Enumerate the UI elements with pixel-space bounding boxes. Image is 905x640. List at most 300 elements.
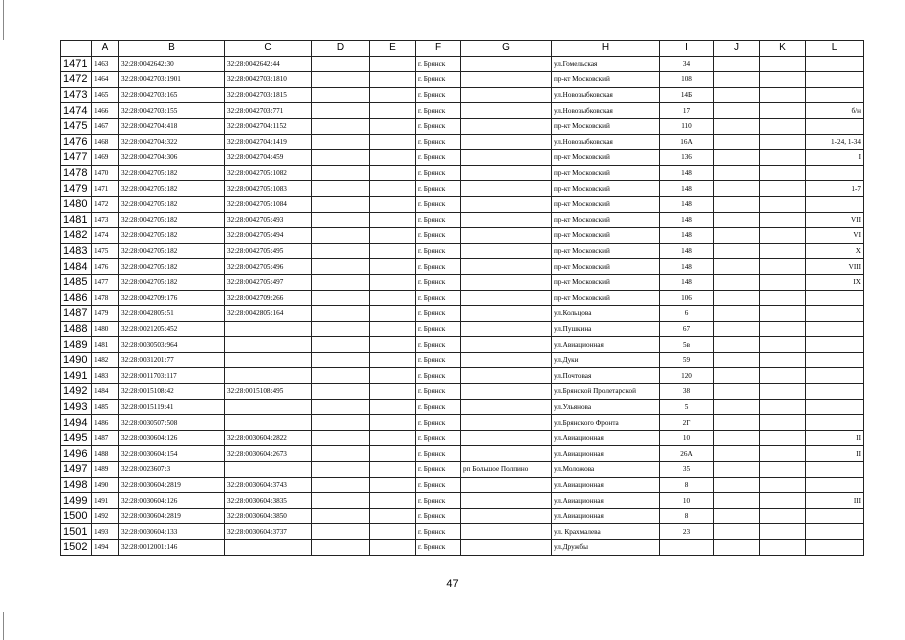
cell-b[interactable]: 32:28:0042704:322 [119, 134, 225, 150]
cell-b[interactable]: 32:28:0042703:1901 [119, 72, 225, 88]
cell-b[interactable]: 32:28:0030604:126 [119, 493, 225, 509]
cell-d[interactable] [312, 87, 370, 103]
cell-l[interactable] [806, 462, 864, 478]
cell-c[interactable]: 32:28:0015108:495 [225, 384, 312, 400]
cell-d[interactable] [312, 462, 370, 478]
cell-j[interactable] [714, 462, 760, 478]
cell-a[interactable]: 1465 [92, 87, 119, 103]
cell-h[interactable]: пр-кт Московский [552, 165, 660, 181]
cell-k[interactable] [760, 415, 806, 431]
cell-i[interactable]: 148 [660, 243, 714, 259]
cell-d[interactable] [312, 337, 370, 353]
cell-d[interactable] [312, 446, 370, 462]
cell-l[interactable] [806, 306, 864, 322]
cell-g[interactable] [461, 321, 552, 337]
cell-k[interactable] [760, 352, 806, 368]
cell-h[interactable]: пр-кт Московский [552, 72, 660, 88]
cell-b[interactable]: 32:28:0042705:182 [119, 212, 225, 228]
cell-i[interactable]: 16А [660, 134, 714, 150]
cell-a[interactable]: 1476 [92, 259, 119, 275]
cell-a[interactable]: 1464 [92, 72, 119, 88]
cell-d[interactable] [312, 243, 370, 259]
cell-f[interactable]: г. Брянск [416, 384, 461, 400]
row-number[interactable]: 1490 [61, 352, 92, 368]
cell-c[interactable]: 32:28:0030604:3850 [225, 508, 312, 524]
cell-g[interactable] [461, 274, 552, 290]
cell-i[interactable]: 38 [660, 384, 714, 400]
cell-b[interactable]: 32:28:0030604:133 [119, 524, 225, 540]
cell-c[interactable]: 32:28:0042703:1815 [225, 87, 312, 103]
cell-b[interactable]: 32:28:0042703:165 [119, 87, 225, 103]
cell-l[interactable] [806, 118, 864, 134]
column-header-a[interactable]: A [92, 41, 119, 57]
cell-g[interactable]: рп Большое Полпино [461, 462, 552, 478]
cell-j[interactable] [714, 321, 760, 337]
cell-i[interactable]: 106 [660, 290, 714, 306]
cell-f[interactable]: г. Брянск [416, 462, 461, 478]
cell-j[interactable] [714, 212, 760, 228]
cell-a[interactable]: 1478 [92, 290, 119, 306]
cell-i[interactable]: 59 [660, 352, 714, 368]
row-number[interactable]: 1502 [61, 540, 92, 556]
cell-f[interactable]: г. Брянск [416, 274, 461, 290]
cell-i[interactable]: 2Г [660, 415, 714, 431]
cell-e[interactable] [370, 384, 416, 400]
row-number[interactable]: 1499 [61, 493, 92, 509]
cell-b[interactable]: 32:28:0042704:306 [119, 150, 225, 166]
cell-f[interactable]: г. Брянск [416, 150, 461, 166]
cell-a[interactable]: 1481 [92, 337, 119, 353]
cell-h[interactable]: ул.Дружбы [552, 540, 660, 556]
cell-e[interactable] [370, 87, 416, 103]
row-number[interactable]: 1481 [61, 212, 92, 228]
cell-b[interactable]: 32:28:0015119:41 [119, 399, 225, 415]
cell-j[interactable] [714, 56, 760, 72]
cell-f[interactable]: г. Брянск [416, 87, 461, 103]
cell-d[interactable] [312, 196, 370, 212]
cell-c[interactable]: 32:28:0030604:3835 [225, 493, 312, 509]
cell-d[interactable] [312, 493, 370, 509]
cell-c[interactable]: 32:28:0042805:164 [225, 306, 312, 322]
cell-d[interactable] [312, 134, 370, 150]
row-number[interactable]: 1483 [61, 243, 92, 259]
cell-h[interactable]: ул. Крахмалева [552, 524, 660, 540]
cell-i[interactable]: 8 [660, 508, 714, 524]
cell-j[interactable] [714, 446, 760, 462]
cell-j[interactable] [714, 87, 760, 103]
cell-f[interactable]: г. Брянск [416, 103, 461, 119]
cell-j[interactable] [714, 196, 760, 212]
row-number[interactable]: 1500 [61, 508, 92, 524]
cell-l[interactable]: II [806, 446, 864, 462]
cell-g[interactable] [461, 243, 552, 259]
cell-f[interactable]: г. Брянск [416, 430, 461, 446]
cell-h[interactable]: ул.Авиационная [552, 508, 660, 524]
cell-k[interactable] [760, 337, 806, 353]
row-number[interactable]: 1497 [61, 462, 92, 478]
cell-k[interactable] [760, 118, 806, 134]
cell-i[interactable]: 136 [660, 150, 714, 166]
cell-j[interactable] [714, 399, 760, 415]
column-header-g[interactable]: G [461, 41, 552, 57]
cell-i[interactable]: 148 [660, 212, 714, 228]
column-header-j[interactable]: J [714, 41, 760, 57]
cell-k[interactable] [760, 524, 806, 540]
cell-d[interactable] [312, 118, 370, 134]
cell-a[interactable]: 1480 [92, 321, 119, 337]
cell-a[interactable]: 1492 [92, 508, 119, 524]
cell-g[interactable] [461, 384, 552, 400]
cell-c[interactable]: 32:28:0042705:494 [225, 228, 312, 244]
cell-e[interactable] [370, 430, 416, 446]
cell-k[interactable] [760, 212, 806, 228]
cell-l[interactable] [806, 399, 864, 415]
cell-l[interactable] [806, 477, 864, 493]
cell-k[interactable] [760, 430, 806, 446]
cell-g[interactable] [461, 352, 552, 368]
cell-f[interactable]: г. Брянск [416, 72, 461, 88]
cell-a[interactable]: 1479 [92, 306, 119, 322]
row-number[interactable]: 1479 [61, 181, 92, 197]
cell-i[interactable]: 110 [660, 118, 714, 134]
cell-d[interactable] [312, 274, 370, 290]
cell-g[interactable] [461, 399, 552, 415]
cell-g[interactable] [461, 493, 552, 509]
column-header-f[interactable]: F [416, 41, 461, 57]
cell-h[interactable]: пр-кт Московский [552, 274, 660, 290]
cell-j[interactable] [714, 118, 760, 134]
cell-g[interactable] [461, 508, 552, 524]
cell-a[interactable]: 1491 [92, 493, 119, 509]
cell-f[interactable]: г. Брянск [416, 181, 461, 197]
cell-b[interactable]: 32:28:0031201:77 [119, 352, 225, 368]
cell-k[interactable] [760, 87, 806, 103]
cell-d[interactable] [312, 56, 370, 72]
cell-k[interactable] [760, 259, 806, 275]
cell-a[interactable]: 1490 [92, 477, 119, 493]
cell-l[interactable]: X [806, 243, 864, 259]
cell-g[interactable] [461, 181, 552, 197]
cell-b[interactable]: 32:28:0042709:176 [119, 290, 225, 306]
cell-j[interactable] [714, 259, 760, 275]
cell-d[interactable] [312, 259, 370, 275]
cell-e[interactable] [370, 306, 416, 322]
cell-h[interactable]: ул.Почтовая [552, 368, 660, 384]
cell-a[interactable]: 1477 [92, 274, 119, 290]
cell-k[interactable] [760, 446, 806, 462]
cell-g[interactable] [461, 540, 552, 556]
cell-i[interactable]: 10 [660, 430, 714, 446]
cell-g[interactable] [461, 446, 552, 462]
cell-g[interactable] [461, 87, 552, 103]
cell-b[interactable]: 32:28:0015108:42 [119, 384, 225, 400]
column-header-e[interactable]: E [370, 41, 416, 57]
cell-j[interactable] [714, 274, 760, 290]
row-number[interactable]: 1486 [61, 290, 92, 306]
cell-e[interactable] [370, 228, 416, 244]
cell-h[interactable]: ул.Брянского Фронта [552, 415, 660, 431]
cell-k[interactable] [760, 150, 806, 166]
cell-h[interactable]: ул.Новозыбковская [552, 87, 660, 103]
cell-b[interactable]: 32:28:0042703:155 [119, 103, 225, 119]
cell-c[interactable]: 32:28:0030604:3743 [225, 477, 312, 493]
cell-f[interactable]: г. Брянск [416, 165, 461, 181]
row-number[interactable]: 1491 [61, 368, 92, 384]
cell-f[interactable]: г. Брянск [416, 415, 461, 431]
cell-l[interactable]: III [806, 493, 864, 509]
cell-i[interactable]: 10 [660, 493, 714, 509]
cell-f[interactable]: г. Брянск [416, 321, 461, 337]
cell-f[interactable]: г. Брянск [416, 508, 461, 524]
cell-a[interactable]: 1486 [92, 415, 119, 431]
cell-a[interactable]: 1466 [92, 103, 119, 119]
cell-l[interactable] [806, 352, 864, 368]
cell-k[interactable] [760, 274, 806, 290]
cell-c[interactable]: 32:28:0030604:2673 [225, 446, 312, 462]
cell-a[interactable]: 1484 [92, 384, 119, 400]
cell-g[interactable] [461, 337, 552, 353]
row-number[interactable]: 1488 [61, 321, 92, 337]
cell-f[interactable]: г. Брянск [416, 306, 461, 322]
cell-c[interactable]: 32:28:0042642:44 [225, 56, 312, 72]
cell-f[interactable]: г. Брянск [416, 493, 461, 509]
cell-e[interactable] [370, 446, 416, 462]
row-number[interactable]: 1473 [61, 87, 92, 103]
cell-h[interactable]: пр-кт Московский [552, 243, 660, 259]
cell-a[interactable]: 1489 [92, 462, 119, 478]
cell-e[interactable] [370, 524, 416, 540]
cell-g[interactable] [461, 368, 552, 384]
cell-k[interactable] [760, 493, 806, 509]
cell-f[interactable]: г. Брянск [416, 524, 461, 540]
cell-d[interactable] [312, 165, 370, 181]
cell-a[interactable]: 1487 [92, 430, 119, 446]
cell-l[interactable] [806, 337, 864, 353]
cell-c[interactable] [225, 368, 312, 384]
cell-e[interactable] [370, 212, 416, 228]
cell-i[interactable]: 148 [660, 196, 714, 212]
cell-k[interactable] [760, 462, 806, 478]
cell-k[interactable] [760, 165, 806, 181]
cell-l[interactable] [806, 540, 864, 556]
cell-d[interactable] [312, 290, 370, 306]
cell-e[interactable] [370, 56, 416, 72]
cell-g[interactable] [461, 118, 552, 134]
cell-d[interactable] [312, 150, 370, 166]
cell-f[interactable]: г. Брянск [416, 446, 461, 462]
cell-l[interactable] [806, 196, 864, 212]
column-header-k[interactable]: K [760, 41, 806, 57]
row-number[interactable]: 1471 [61, 56, 92, 72]
cell-c[interactable]: 32:28:0042709:266 [225, 290, 312, 306]
cell-g[interactable] [461, 290, 552, 306]
cell-g[interactable] [461, 103, 552, 119]
cell-e[interactable] [370, 243, 416, 259]
cell-h[interactable]: ул.Дуки [552, 352, 660, 368]
cell-k[interactable] [760, 103, 806, 119]
cell-f[interactable]: г. Брянск [416, 368, 461, 384]
cell-c[interactable]: 32:28:0042705:495 [225, 243, 312, 259]
cell-j[interactable] [714, 290, 760, 306]
cell-b[interactable]: 32:28:0030503:964 [119, 337, 225, 353]
cell-b[interactable]: 32:28:0042705:182 [119, 274, 225, 290]
cell-g[interactable] [461, 430, 552, 446]
cell-g[interactable] [461, 415, 552, 431]
cell-e[interactable] [370, 352, 416, 368]
cell-g[interactable] [461, 524, 552, 540]
cell-j[interactable] [714, 337, 760, 353]
cell-k[interactable] [760, 368, 806, 384]
cell-d[interactable] [312, 508, 370, 524]
cell-f[interactable]: г. Брянск [416, 212, 461, 228]
cell-b[interactable]: 32:28:0012001:146 [119, 540, 225, 556]
cell-k[interactable] [760, 228, 806, 244]
cell-f[interactable]: г. Брянск [416, 118, 461, 134]
cell-e[interactable] [370, 274, 416, 290]
cell-f[interactable]: г. Брянск [416, 337, 461, 353]
cell-d[interactable] [312, 321, 370, 337]
cell-k[interactable] [760, 243, 806, 259]
cell-c[interactable] [225, 337, 312, 353]
cell-j[interactable] [714, 243, 760, 259]
cell-d[interactable] [312, 540, 370, 556]
cell-k[interactable] [760, 181, 806, 197]
cell-d[interactable] [312, 352, 370, 368]
cell-h[interactable]: ул.Ульянова [552, 399, 660, 415]
cell-f[interactable]: г. Брянск [416, 540, 461, 556]
cell-c[interactable]: 32:28:0042705:1082 [225, 165, 312, 181]
cell-a[interactable]: 1473 [92, 212, 119, 228]
cell-j[interactable] [714, 430, 760, 446]
cell-i[interactable]: 23 [660, 524, 714, 540]
cell-a[interactable]: 1463 [92, 56, 119, 72]
cell-i[interactable]: 148 [660, 181, 714, 197]
cell-d[interactable] [312, 212, 370, 228]
cell-c[interactable]: 32:28:0042705:496 [225, 259, 312, 275]
cell-k[interactable] [760, 477, 806, 493]
cell-d[interactable] [312, 228, 370, 244]
cell-e[interactable] [370, 415, 416, 431]
cell-j[interactable] [714, 524, 760, 540]
cell-j[interactable] [714, 228, 760, 244]
cell-k[interactable] [760, 508, 806, 524]
cell-e[interactable] [370, 368, 416, 384]
cell-c[interactable] [225, 540, 312, 556]
cell-b[interactable]: 32:28:0030604:2819 [119, 508, 225, 524]
cell-a[interactable]: 1469 [92, 150, 119, 166]
column-header-b[interactable]: B [119, 41, 225, 57]
cell-g[interactable] [461, 212, 552, 228]
cell-g[interactable] [461, 56, 552, 72]
cell-k[interactable] [760, 399, 806, 415]
cell-j[interactable] [714, 384, 760, 400]
cell-a[interactable]: 1474 [92, 228, 119, 244]
cell-a[interactable]: 1472 [92, 196, 119, 212]
cell-l[interactable]: IX [806, 274, 864, 290]
cell-e[interactable] [370, 477, 416, 493]
row-number[interactable]: 1501 [61, 524, 92, 540]
cell-h[interactable]: пр-кт Московский [552, 212, 660, 228]
cell-j[interactable] [714, 165, 760, 181]
cell-c[interactable] [225, 321, 312, 337]
cell-l[interactable]: I [806, 150, 864, 166]
cell-g[interactable] [461, 134, 552, 150]
cell-g[interactable] [461, 196, 552, 212]
cell-e[interactable] [370, 165, 416, 181]
cell-l[interactable]: VIII [806, 259, 864, 275]
cell-d[interactable] [312, 103, 370, 119]
cell-a[interactable]: 1493 [92, 524, 119, 540]
cell-b[interactable]: 32:28:0042705:182 [119, 181, 225, 197]
cell-a[interactable]: 1482 [92, 352, 119, 368]
cell-h[interactable]: пр-кт Московский [552, 118, 660, 134]
cell-b[interactable]: 32:28:0011703:117 [119, 368, 225, 384]
cell-h[interactable]: ул.Пушкина [552, 321, 660, 337]
cell-f[interactable]: г. Брянск [416, 259, 461, 275]
cell-b[interactable]: 32:28:0042642:30 [119, 56, 225, 72]
cell-b[interactable]: 32:28:0042805:51 [119, 306, 225, 322]
cell-e[interactable] [370, 462, 416, 478]
cell-h[interactable]: ул.Авиационная [552, 493, 660, 509]
row-number[interactable]: 1494 [61, 415, 92, 431]
cell-a[interactable]: 1471 [92, 181, 119, 197]
row-number[interactable]: 1478 [61, 165, 92, 181]
cell-j[interactable] [714, 134, 760, 150]
cell-a[interactable]: 1494 [92, 540, 119, 556]
cell-g[interactable] [461, 259, 552, 275]
cell-k[interactable] [760, 56, 806, 72]
cell-i[interactable]: 6 [660, 306, 714, 322]
row-number[interactable]: 1492 [61, 384, 92, 400]
cell-i[interactable]: 5 [660, 399, 714, 415]
cell-k[interactable] [760, 540, 806, 556]
cell-a[interactable]: 1467 [92, 118, 119, 134]
cell-b[interactable]: 32:28:0030507:508 [119, 415, 225, 431]
cell-b[interactable]: 32:28:0042704:418 [119, 118, 225, 134]
cell-l[interactable] [806, 508, 864, 524]
cell-c[interactable] [225, 352, 312, 368]
cell-e[interactable] [370, 118, 416, 134]
cell-c[interactable]: 32:28:0042703:771 [225, 103, 312, 119]
cell-h[interactable]: пр-кт Московский [552, 290, 660, 306]
cell-b[interactable]: 32:28:0030604:126 [119, 430, 225, 446]
cell-e[interactable] [370, 290, 416, 306]
cell-e[interactable] [370, 150, 416, 166]
cell-g[interactable] [461, 150, 552, 166]
cell-h[interactable]: ул.Авиационная [552, 446, 660, 462]
cell-i[interactable]: 35 [660, 462, 714, 478]
cell-c[interactable] [225, 462, 312, 478]
cell-c[interactable]: 32:28:0042705:497 [225, 274, 312, 290]
cell-k[interactable] [760, 134, 806, 150]
cell-j[interactable] [714, 540, 760, 556]
cell-j[interactable] [714, 306, 760, 322]
cell-j[interactable] [714, 493, 760, 509]
cell-h[interactable]: пр-кт Московский [552, 181, 660, 197]
cell-e[interactable] [370, 196, 416, 212]
cell-b[interactable]: 32:28:0042705:182 [119, 196, 225, 212]
cell-l[interactable] [806, 368, 864, 384]
cell-a[interactable]: 1470 [92, 165, 119, 181]
cell-j[interactable] [714, 72, 760, 88]
row-number[interactable]: 1477 [61, 150, 92, 166]
row-number[interactable]: 1472 [61, 72, 92, 88]
cell-c[interactable]: 32:28:0030604:3737 [225, 524, 312, 540]
cell-h[interactable]: ул.Новозыбковская [552, 103, 660, 119]
cell-e[interactable] [370, 72, 416, 88]
cell-i[interactable]: 148 [660, 274, 714, 290]
cell-b[interactable]: 32:28:0042705:182 [119, 243, 225, 259]
